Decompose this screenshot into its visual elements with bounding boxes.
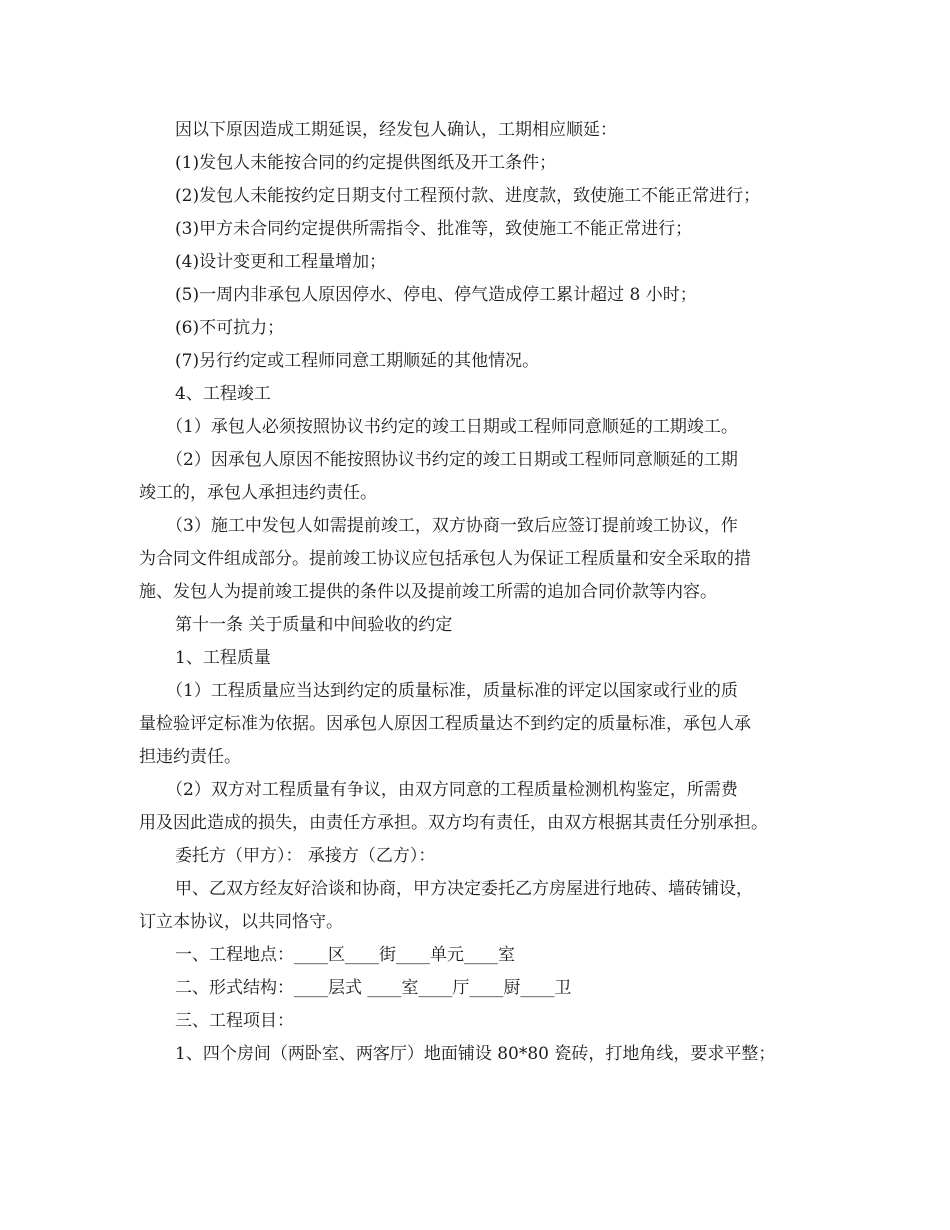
paragraph-delay-intro: 因以下原因造成工期延误，经发包人确认，工期相应顺延： <box>175 120 617 140</box>
project-location-line: 一、工程地点：____区____街____单元____室 <box>175 945 515 965</box>
list-item-delay-4: (4)设计变更和工程量增加； <box>175 252 387 272</box>
list-item-delay-5: (5)一周内非承包人原因停水、停电、停气造成停工累计超过 8 小时； <box>175 285 697 305</box>
clause-quality-1-line-1: （1）工程质量应当达到约定的质量标准，质量标准的评定以国家或行业的质 <box>166 681 738 701</box>
list-item-delay-2: (2)发包人未能按约定日期支付工程预付款、进度款，致使施工不能正常进行； <box>175 186 761 206</box>
agreement-intro-line-2: 订立本协议，以共同恪守。 <box>139 912 343 932</box>
clause-completion-3-line-3: 施、发包人为提前竣工提供的条件以及提前竣工所需的追加合同价款等内容。 <box>139 582 717 602</box>
clause-completion-2-line-1: （2）因承包人原因不能按照协议书约定的竣工日期或工程师同意顺延的工期 <box>166 450 738 470</box>
list-item-delay-3: (3)甲方未合同约定提供所需指令、批准等，致使施工不能正常进行； <box>175 219 693 239</box>
clause-completion-1: （1）承包人必须按照协议书约定的竣工日期或工程师同意顺延的工期竣工。 <box>166 417 738 437</box>
clause-quality-2-line-2: 用及因此造成的损失，由责任方承担。双方均有责任，由双方根据其责任分别承担。 <box>139 813 768 833</box>
document-body <box>139 114 819 1071</box>
list-item-delay-6: (6)不可抗力； <box>175 318 285 338</box>
parties-line: 委托方（甲方）： 承接方（乙方）： <box>175 846 436 866</box>
clause-completion-3-line-2: 为合同文件组成部分。提前竣工协议应包括承包人为保证工程质量和安全采取的措 <box>139 549 751 569</box>
agreement-intro-line-1: 甲、乙双方经友好洽谈和协商，甲方决定委托乙方房屋进行地砖、墙砖铺设， <box>175 879 753 899</box>
section-heading-completion: 4、工程竣工 <box>175 384 271 404</box>
clause-quality-1-line-3: 担违约责任。 <box>139 747 241 767</box>
clause-quality-2-line-1: （2）双方对工程质量有争议，由双方同意的工程质量检测机构鉴定，所需费 <box>166 780 738 800</box>
list-item-delay-7: (7)另行约定或工程师同意工期顺延的其他情况。 <box>175 351 540 371</box>
project-item-1: 1、四个房间（两卧室、两客厅）地面铺设 80*80 瓷砖，打地角线，要求平整； <box>175 1044 776 1064</box>
clause-completion-2-line-2: 竣工的，承包人承担违约责任。 <box>139 483 377 503</box>
section-heading-quality: 1、工程质量 <box>175 648 271 668</box>
list-item-delay-1: (1)发包人未能按合同的约定提供图纸及开工条件； <box>175 153 557 173</box>
article-eleven-heading: 第十一条 关于质量和中间验收的约定 <box>175 615 453 635</box>
clause-quality-1-line-2: 量检验评定标准为依据。因承包人原因工程质量达不到约定的质量标准，承包人承 <box>139 714 751 734</box>
clause-completion-3-line-1: （3）施工中发包人如需提前竣工，双方协商一致后应签订提前竣工协议，作 <box>166 516 738 536</box>
project-items-heading: 三、工程项目： <box>175 1011 294 1031</box>
building-structure-line: 二、形式结构：____层式 ____室____厅____厨____卫 <box>175 978 572 998</box>
